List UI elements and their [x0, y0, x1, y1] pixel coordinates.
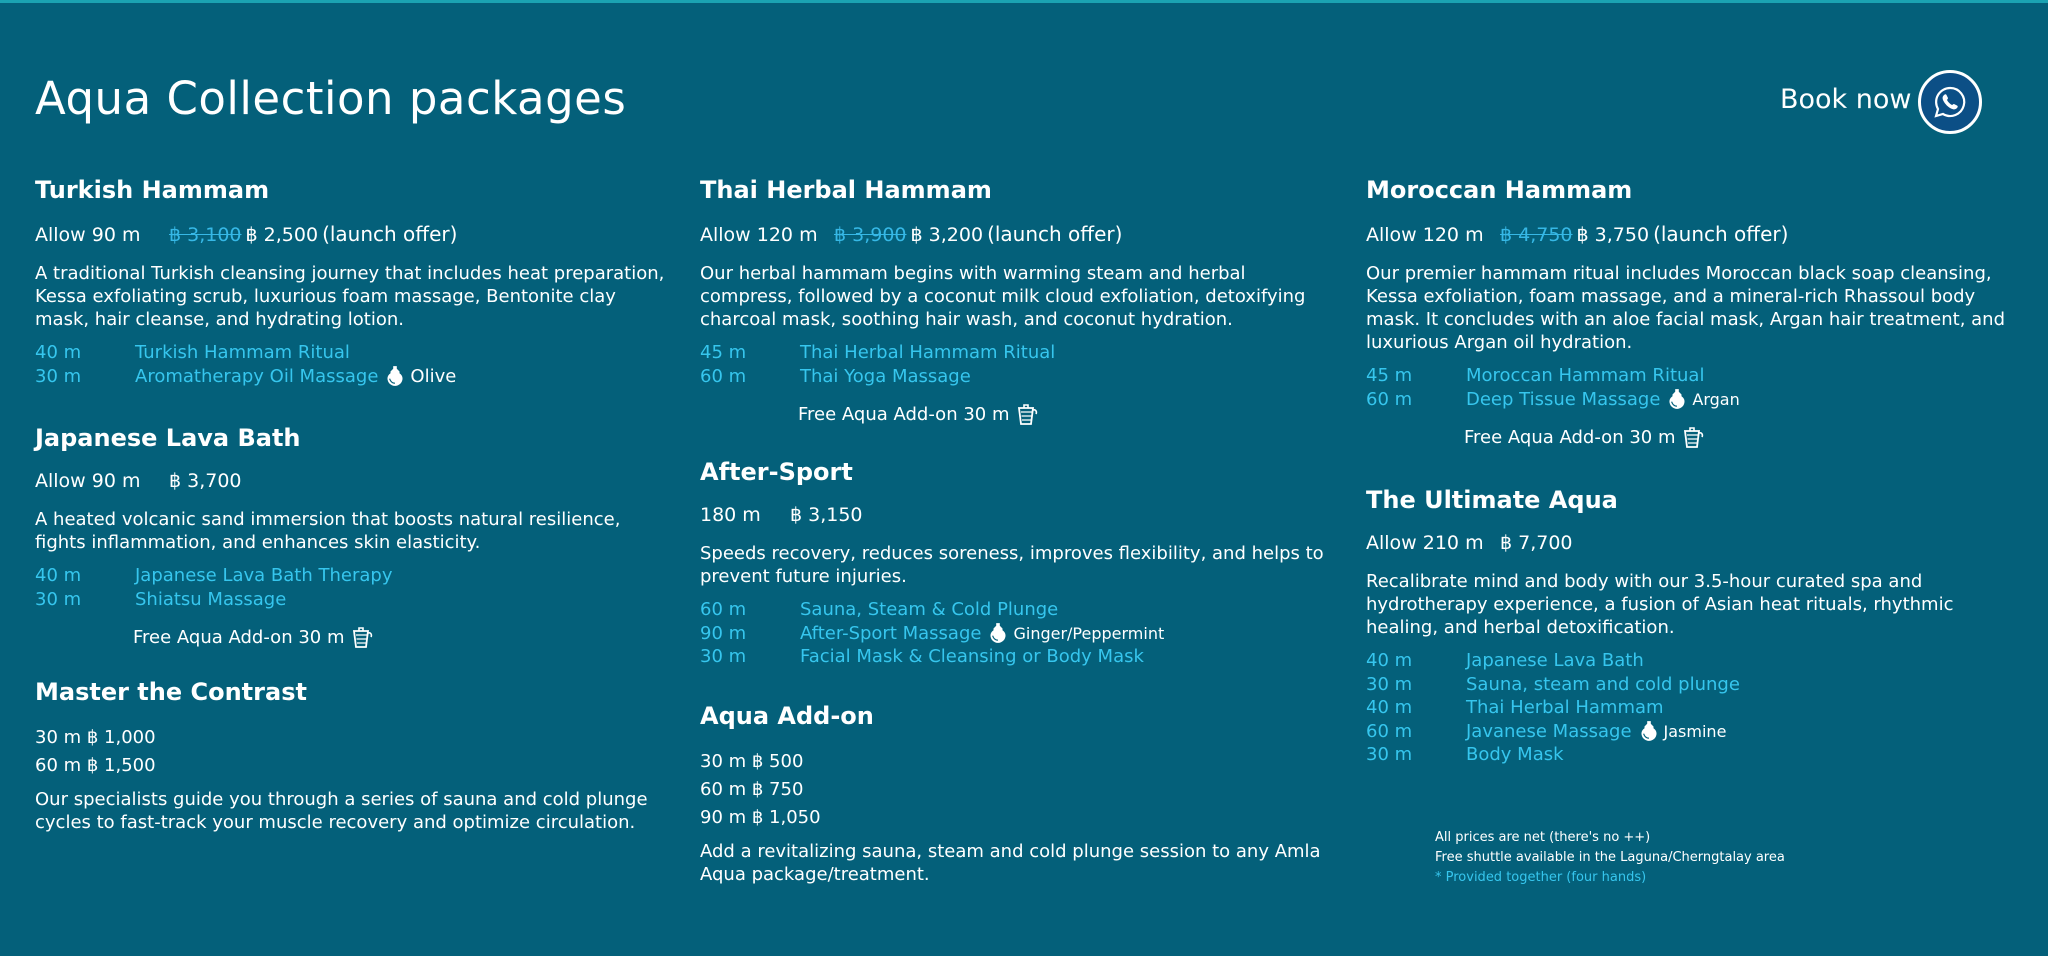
- treatment-item[interactable]: [700, 645, 1340, 669]
- treatment-duration: 30 m: [1366, 744, 1413, 765]
- treatment-name[interactable]: Turkish Hammam Ritual: [135, 342, 350, 363]
- treatment-item[interactable]: [1366, 649, 2006, 673]
- treatment-duration: 60 m: [1366, 388, 1413, 410]
- package-meta: [700, 222, 1340, 246]
- page-title: Aqua Collection packages: [35, 72, 627, 125]
- launch-offer-label: (launch offer): [1653, 222, 1789, 246]
- package-title: Moroccan Hammam: [1366, 176, 1633, 204]
- book-now-link[interactable]: Book now: [1780, 84, 1912, 115]
- old-price: ฿ 3,900: [834, 224, 907, 246]
- treatment-list: [700, 598, 1340, 669]
- price: ฿ 3,750: [1576, 224, 1650, 246]
- package-description: Add a revitalizing sauna, steam and cold plunge session to any Amla Aqua package/treatment.: [700, 841, 1321, 885]
- addon-label: Free Aqua Add-on 30 m: [798, 403, 1010, 425]
- duration-allow: Allow 90 m: [35, 224, 141, 246]
- free-addon-note: [798, 402, 1340, 426]
- launch-offer-label: (launch offer): [322, 222, 458, 246]
- addon-label: Free Aqua Add-on 30 m: [1464, 426, 1676, 448]
- price: ฿ 2,500: [245, 224, 319, 246]
- treatment-item[interactable]: [1366, 720, 2006, 744]
- treatment-name[interactable]: Deep Tissue Massage: [1466, 388, 1661, 410]
- treatment-name[interactable]: Moroccan Hammam Ritual: [1466, 365, 1705, 386]
- duration-allow: Allow 120 m: [1366, 224, 1484, 246]
- bucket-icon: [1681, 425, 1705, 449]
- treatment-item[interactable]: [35, 588, 675, 612]
- treatment-item[interactable]: [700, 622, 1340, 646]
- package-description: A heated volcanic sand immersion that boosts natural resilience, fights inflammation, and enhances skin elasticity.: [35, 509, 621, 553]
- price: ฿ 3,700: [169, 470, 242, 492]
- treatment-duration: 45 m: [1366, 365, 1413, 386]
- oil-option: [989, 622, 1164, 646]
- oil-option: [386, 365, 456, 389]
- package-master-the-contrast: [35, 678, 675, 844]
- package-moroccan-hammam: [1366, 176, 2006, 449]
- treatment-duration: 40 m: [35, 565, 82, 586]
- treatment-name[interactable]: Sauna, steam and cold plunge: [1466, 673, 1740, 695]
- treatment-list: [1366, 649, 2006, 767]
- treatment-item[interactable]: [35, 564, 675, 588]
- treatment-duration: 40 m: [1366, 697, 1413, 718]
- package-turkish-hammam: [35, 176, 675, 388]
- treatment-item[interactable]: [35, 365, 675, 389]
- treatment-item[interactable]: [1366, 364, 2006, 388]
- price: ฿ 3,150: [790, 504, 863, 526]
- treatment-duration: 60 m: [700, 365, 747, 387]
- package-meta: [1366, 532, 2006, 554]
- treatment-name[interactable]: Thai Herbal Hammam Ritual: [800, 342, 1056, 363]
- treatment-duration: 40 m: [1366, 650, 1413, 671]
- treatment-list: [35, 341, 675, 388]
- footnotes: [1435, 828, 1785, 888]
- bucket-icon: [350, 625, 374, 649]
- price-row: 90 m ฿ 1,050: [700, 807, 821, 828]
- treatment-duration: 30 m: [35, 588, 82, 610]
- treatment-name[interactable]: Japanese Lava Bath: [1466, 650, 1644, 671]
- treatment-name[interactable]: Thai Yoga Massage: [800, 365, 971, 387]
- treatment-duration: 30 m: [35, 365, 82, 387]
- oil-option: [1668, 388, 1739, 412]
- treatment-item[interactable]: [1366, 743, 2006, 767]
- price: ฿ 7,700: [1500, 532, 1573, 554]
- treatment-item[interactable]: [1366, 696, 2006, 720]
- treatment-name[interactable]: Javanese Massage: [1466, 720, 1632, 742]
- oil-option: [1640, 720, 1727, 744]
- oil-name: Olive: [410, 365, 457, 387]
- whatsapp-icon: [1933, 85, 1967, 119]
- bucket-icon: [1015, 402, 1039, 426]
- treatment-list: [1366, 364, 2006, 411]
- duration-allow: Allow 210 m: [1366, 532, 1484, 554]
- treatment-item[interactable]: [700, 365, 1340, 389]
- treatment-name[interactable]: Facial Mask & Cleansing or Body Mask: [800, 646, 1144, 667]
- oil-bottle-icon: [1640, 720, 1658, 742]
- treatment-name[interactable]: Sauna, Steam & Cold Plunge: [800, 599, 1059, 620]
- treatment-item[interactable]: [35, 341, 675, 365]
- treatment-item[interactable]: [1366, 673, 2006, 697]
- treatment-duration: 60 m: [1366, 720, 1413, 742]
- oil-bottle-icon: [1668, 388, 1686, 410]
- package-description: Recalibrate mind and body with our 3.5-hour curated spa and hydrotherapy experience, a fusion of Asian heat rituals, rhythmic healing, and herbal detoxification.: [1366, 571, 1954, 638]
- package-meta: [35, 470, 675, 492]
- old-price: ฿ 4,750: [1500, 224, 1573, 246]
- package-after-sport: [700, 458, 1340, 669]
- duration-allow: Allow 90 m: [35, 470, 141, 492]
- treatment-duration: 40 m: [35, 342, 82, 363]
- package-title: Japanese Lava Bath: [35, 424, 301, 452]
- duration-allow: Allow 120 m: [700, 224, 818, 246]
- package-title: After-Sport: [700, 458, 853, 486]
- package-title: Aqua Add-on: [700, 702, 874, 730]
- price-row: 30 m ฿ 500: [700, 751, 804, 772]
- price-list: [700, 748, 1340, 832]
- package-description: A traditional Turkish cleansing journey that includes heat preparation, Kessa exfoliating scrub, luxurious foam massage, Bentonite clay mask, hair cleanse, and hydrating lotion.: [35, 263, 665, 330]
- treatment-name[interactable]: Body Mask: [1466, 744, 1564, 765]
- package-aqua-add-on: [700, 702, 1340, 896]
- package-description: Our specialists guide you through a series of sauna and cold plunge cycles to fast-track your muscle recovery and optimize circulation.: [35, 789, 648, 833]
- treatment-duration: 90 m: [700, 622, 747, 644]
- oil-name: Jasmine: [1663, 721, 1727, 741]
- package-meta: [700, 504, 1340, 526]
- package-title: Thai Herbal Hammam: [700, 176, 992, 204]
- treatment-name[interactable]: Japanese Lava Bath Therapy: [135, 565, 393, 586]
- treatment-name[interactable]: Thai Herbal Hammam: [1466, 697, 1664, 718]
- treatment-list: [700, 341, 1340, 388]
- oil-name: Argan: [1692, 389, 1740, 409]
- top-accent-line: [0, 0, 2048, 3]
- package-meta: [1366, 222, 2006, 246]
- footnote-net-prices: All prices are net (there's no ++): [1435, 830, 1651, 845]
- duration-allow: 180 m: [700, 504, 761, 526]
- treatment-item[interactable]: [1366, 388, 2006, 412]
- treatment-duration: 45 m: [700, 342, 747, 363]
- treatment-item[interactable]: [700, 341, 1340, 365]
- package-title: The Ultimate Aqua: [1366, 486, 1618, 514]
- addon-label: Free Aqua Add-on 30 m: [133, 626, 345, 648]
- footnote-four-hands: * Provided together (four hands): [1435, 870, 1647, 885]
- whatsapp-button[interactable]: [1918, 70, 1982, 134]
- launch-offer-label: (launch offer): [987, 222, 1123, 246]
- package-meta: [35, 222, 675, 246]
- package-title: Turkish Hammam: [35, 176, 270, 204]
- treatment-duration: 30 m: [1366, 673, 1413, 695]
- package-thai-herbal-hammam: [700, 176, 1340, 426]
- treatment-name[interactable]: Shiatsu Massage: [135, 588, 287, 610]
- package-japanese-lava-bath: [35, 424, 675, 649]
- package-description: Speeds recovery, reduces soreness, improves flexibility, and helps to prevent future injuries.: [700, 543, 1324, 587]
- treatment-name[interactable]: After-Sport Massage: [800, 622, 982, 644]
- oil-name: Ginger/Peppermint: [1013, 623, 1165, 643]
- package-ultimate-aqua: [1366, 486, 2006, 767]
- package-description: Our premier hammam ritual includes Moroccan black soap cleansing, Kessa exfoliation, foam massage, and a mineral-rich Rhassoul body mask. It concludes with an aloe facial mask, Argan hair treatment, and luxurious Argan oil hydration.: [1366, 263, 2006, 353]
- oil-bottle-icon: [989, 622, 1007, 644]
- treatment-list: [35, 564, 675, 611]
- price-row: 60 m ฿ 750: [700, 779, 804, 800]
- price: ฿ 3,200: [910, 224, 984, 246]
- footnote-shuttle: Free shuttle available in the Laguna/Cherngtalay area: [1435, 850, 1785, 865]
- treatment-name[interactable]: Aromatherapy Oil Massage: [135, 365, 379, 387]
- treatment-duration: 60 m: [700, 599, 747, 620]
- package-description: Our herbal hammam begins with warming steam and herbal compress, followed by a coconut milk cloud exfoliation, detoxifying charcoal mask, soothing hair wash, and coconut hydration.: [700, 263, 1306, 330]
- treatment-duration: 30 m: [700, 646, 747, 667]
- price-row: 60 m ฿ 1,500: [35, 755, 156, 776]
- treatment-item[interactable]: [700, 598, 1340, 622]
- oil-bottle-icon: [386, 365, 404, 387]
- price-row: 30 m ฿ 1,000: [35, 727, 156, 748]
- free-addon-note: [133, 625, 675, 649]
- package-title: Master the Contrast: [35, 678, 307, 706]
- free-addon-note: [1464, 425, 2006, 449]
- old-price: ฿ 3,100: [169, 224, 242, 246]
- price-list: [35, 724, 675, 780]
